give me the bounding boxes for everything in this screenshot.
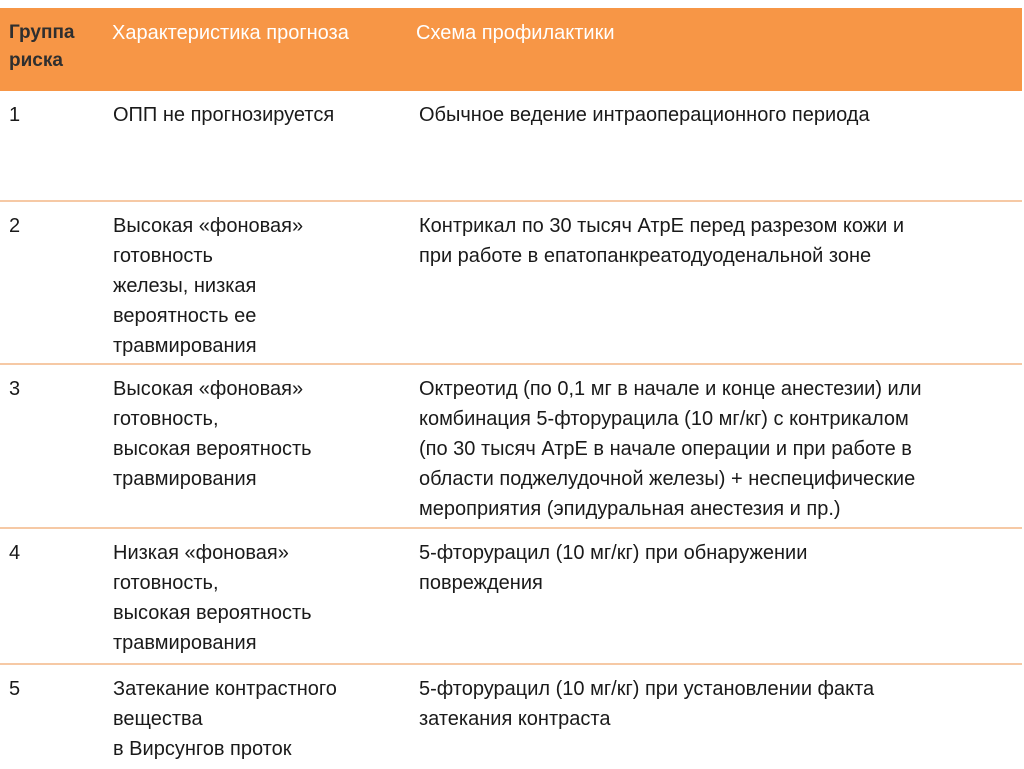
cell-line: Контрикал по 30 тысяч АтрЕ перед разрезом кожи и	[419, 215, 905, 237]
cell-scheme	[407, 528, 1022, 664]
cell-scheme	[407, 664, 1022, 769]
cell-scheme	[407, 201, 1022, 364]
cell-line: 5-фторурацил (10 мг/кг) при установлении факта	[419, 678, 875, 700]
cell-line: травмирования	[113, 632, 257, 654]
header-group-line: риска	[9, 50, 63, 71]
cell-line: мероприятия (эпидуральная анестезия и пр.)	[419, 498, 841, 520]
cell-line: Низкая «фоновая»	[113, 542, 289, 564]
header-row	[0, 8, 1022, 91]
cell-characteristic	[103, 664, 407, 769]
cell-line: готовность,	[113, 572, 219, 594]
cell-group: 2	[0, 201, 103, 364]
cell-group: 1	[0, 91, 103, 201]
table-row	[0, 664, 1022, 769]
table-row	[0, 201, 1022, 364]
cell-line: в Вирсунгов проток	[113, 738, 292, 760]
cell-line: Октреотид (по 0,1 мг в начале и конце анестезии) или	[419, 378, 922, 400]
cell-scheme	[407, 91, 1022, 201]
cell-line: травмирования	[113, 335, 257, 357]
header-scheme: Схема профилактики	[407, 8, 1022, 91]
cell-line: вероятность ее	[113, 305, 257, 327]
cell-group: 4	[0, 528, 103, 664]
header-group-line: Группа	[9, 22, 75, 43]
cell-line: (по 30 тысяч АтрЕ в начале операции и при работе в	[419, 438, 912, 460]
cell-line: Затекание контрастного	[113, 678, 337, 700]
cell-line: повреждения	[419, 572, 543, 594]
cell-line: Высокая «фоновая»	[113, 378, 304, 400]
cell-line: высокая вероятность	[113, 438, 312, 460]
cell-line: 5-фторурацил (10 мг/кг) при обнаружении	[419, 542, 808, 564]
cell-characteristic	[103, 201, 407, 364]
cell-group: 5	[9, 678, 21, 700]
header-characteristic: Характеристика прогноза	[103, 8, 407, 91]
cell-line: готовность,	[113, 408, 219, 430]
cell-line: комбинация 5-фторурацила (10 мг/кг) с контрикалом	[419, 408, 909, 430]
cell-line: затекания контраста	[419, 708, 611, 730]
cell-line: вещества	[113, 708, 203, 730]
table-row	[0, 364, 1022, 528]
cell-line: ОПП не прогнозируется	[113, 104, 335, 126]
header-group	[0, 8, 103, 91]
risk-group-table	[0, 8, 1022, 769]
cell-group: 3	[0, 364, 103, 528]
table-header	[0, 8, 1022, 91]
table-body	[0, 91, 1022, 769]
cell-characteristic	[103, 364, 407, 528]
cell-line: Обычное ведение интраоперационного периода	[419, 104, 870, 126]
cell-line: травмирования	[113, 468, 257, 490]
cell-line: высокая вероятность	[113, 602, 312, 624]
cell-line: Высокая «фоновая»	[113, 215, 304, 237]
cell-line: железы, низкая	[113, 275, 257, 297]
cell-line: области поджелудочной железы) + неспецифические	[419, 468, 916, 490]
cell-characteristic	[103, 91, 407, 201]
cell-characteristic	[103, 528, 407, 664]
cell-scheme	[407, 364, 1022, 528]
table-row	[0, 91, 1022, 201]
table-row	[0, 528, 1022, 664]
cell-line: при работе в епатопанкреатодуоденальной зоне	[419, 245, 872, 267]
cell-line: готовность	[113, 245, 213, 267]
